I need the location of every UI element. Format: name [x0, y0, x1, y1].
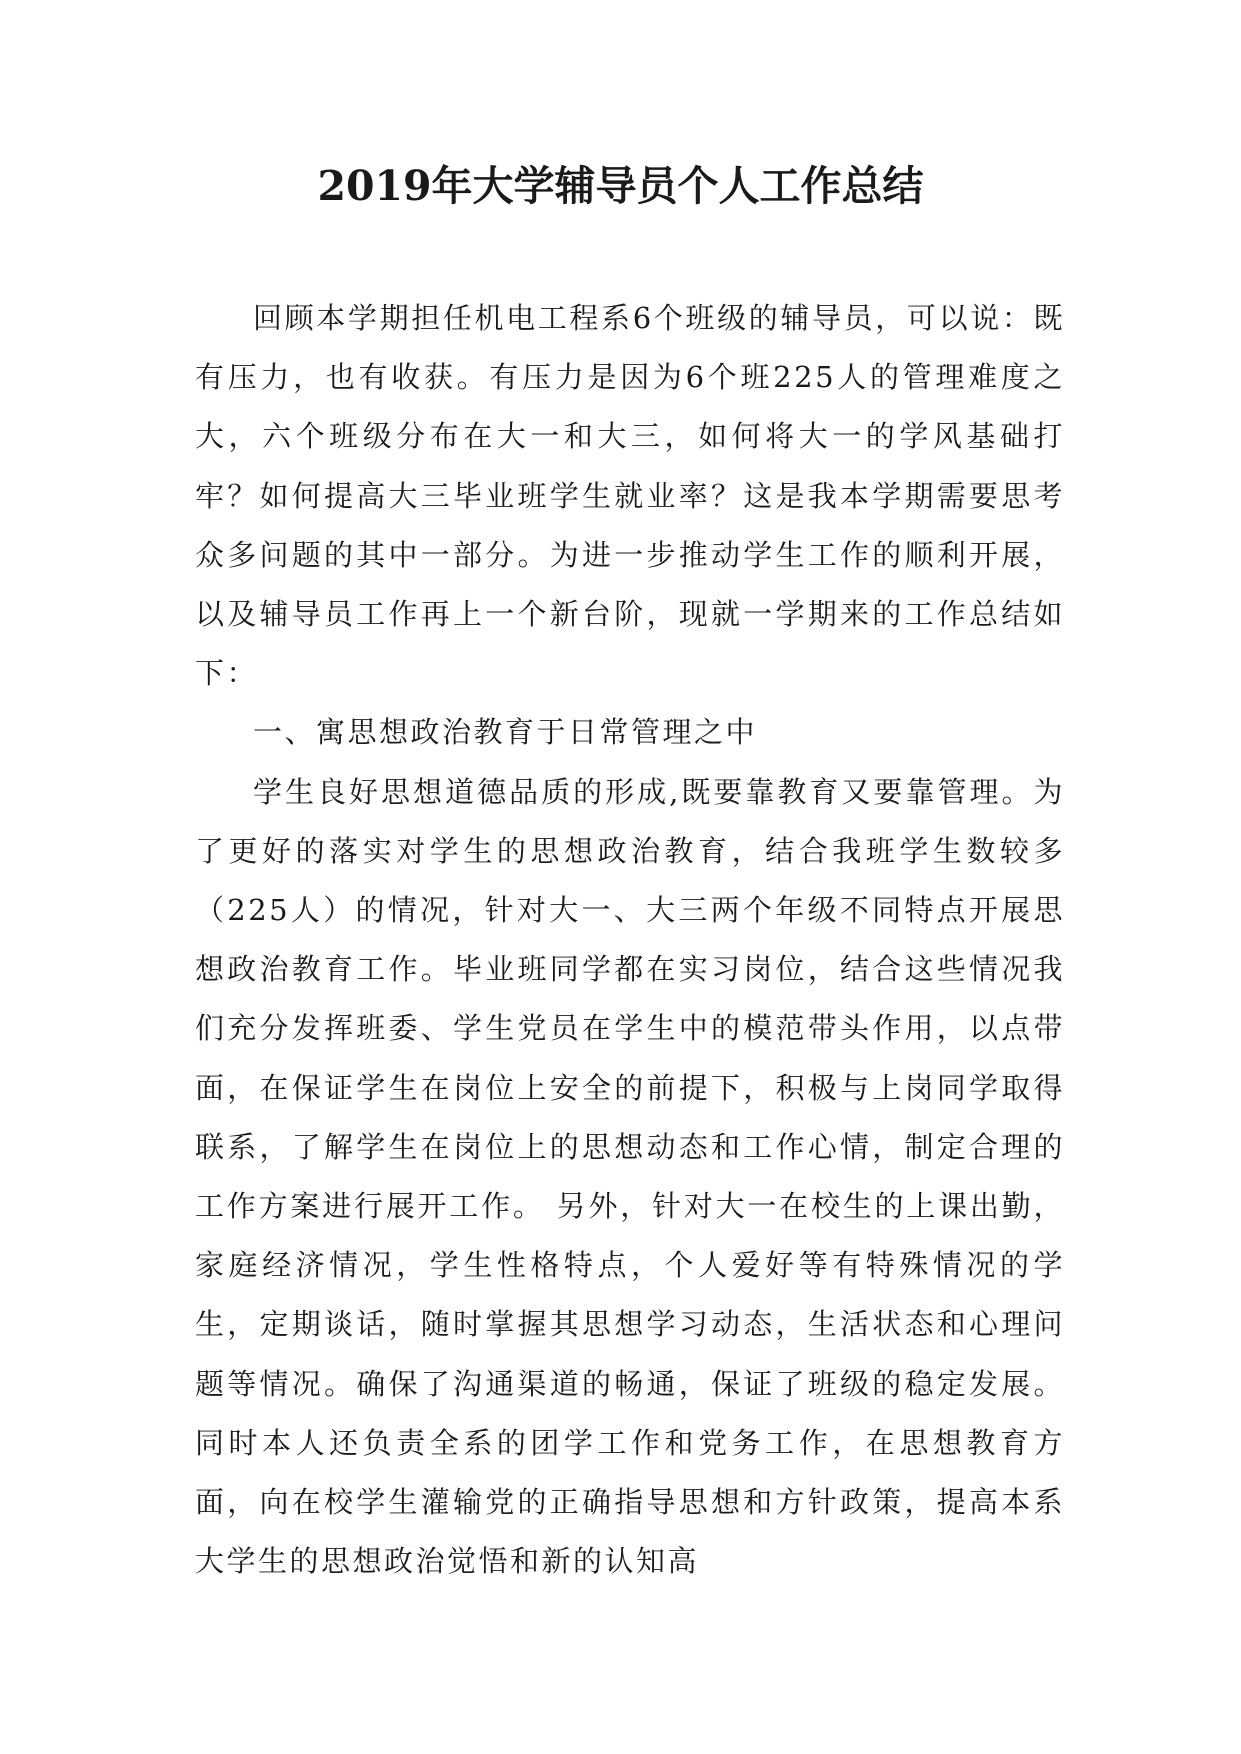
- document-title: 2019年大学辅导员个人工作总结: [317, 162, 924, 210]
- document-body: [195, 289, 1065, 1591]
- intro-paragraph: 回顾本学期担任机电工程系6个班级的辅导员，可以说：既有压力，也有收获。有压力是因为6个班225人的管理难度之大，六个班级分布在大一和大三，如何将大一的学风基础打牢？如何提高大三毕业班学生就业率？这是我本学期需要思考众多问题的其中一部分。为进一步推动学生工作的顺利开展，以及辅导员工作再上一个新台阶，现就一学期来的工作总结如下：: [195, 301, 1065, 691]
- section-1-paragraph: 学生良好思想道德品质的形成,既要靠教育又要靠管理。为了更好的落实对学生的思想政治教育，结合我班学生数较多（225人）的情况，针对大一、大三两个年级不同特点开展思想政治教育工作。毕业班同学都在实习岗位，结合这些情况我们充分发挥班委、学生党员在学生中的模范带头作用，以点带面，在保证学生在岗位上安全的前提下，积极与上岗同学取得联系，了解学生在岗位上的思想动态和工作心情，制定合理的工作方案进行展开工作。 另外，针对大一在校生的上课出勤，家庭经济情况，学生性格特点，个人爱好等有特殊情况的学生，定期谈话，随时掌握其思想学习动态，生活状态和心理问题等情况。确保了沟通渠道的畅通，保证了班级的稳定发展。同时本人还负责全系的团学工作和党务工作，在思想教育方面，向在校学生灌输党的正确指导思想和方针政策，提高本系大学生的思想政治觉悟和新的认知高: [195, 774, 1065, 1579]
- section-heading-1: 一、寓思想政治教育于日常管理之中: [253, 715, 758, 750]
